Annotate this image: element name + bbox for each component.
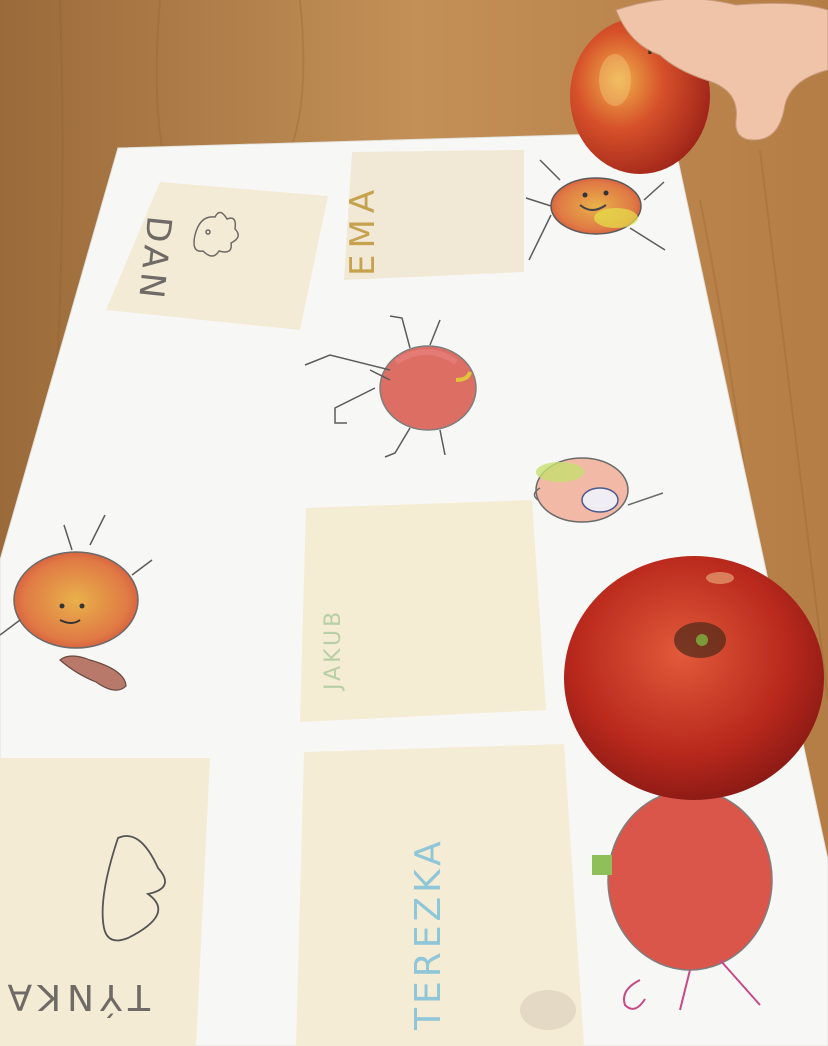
sticky-note-jakub bbox=[300, 500, 546, 722]
sticky-note-ema bbox=[343, 150, 524, 280]
sticky-note-tynka bbox=[0, 758, 210, 1046]
note-label-dan: DAN bbox=[130, 214, 179, 305]
note-label-jakub: JAKUB bbox=[321, 608, 346, 690]
real-apple-bottom bbox=[564, 556, 824, 800]
note-label-tynka: TÝNKA bbox=[1, 976, 150, 1017]
note-label-terezka: TEREZKA bbox=[408, 837, 449, 1030]
sticky-note-terezka bbox=[296, 744, 584, 1046]
note-label-ema: EMA bbox=[343, 183, 383, 276]
